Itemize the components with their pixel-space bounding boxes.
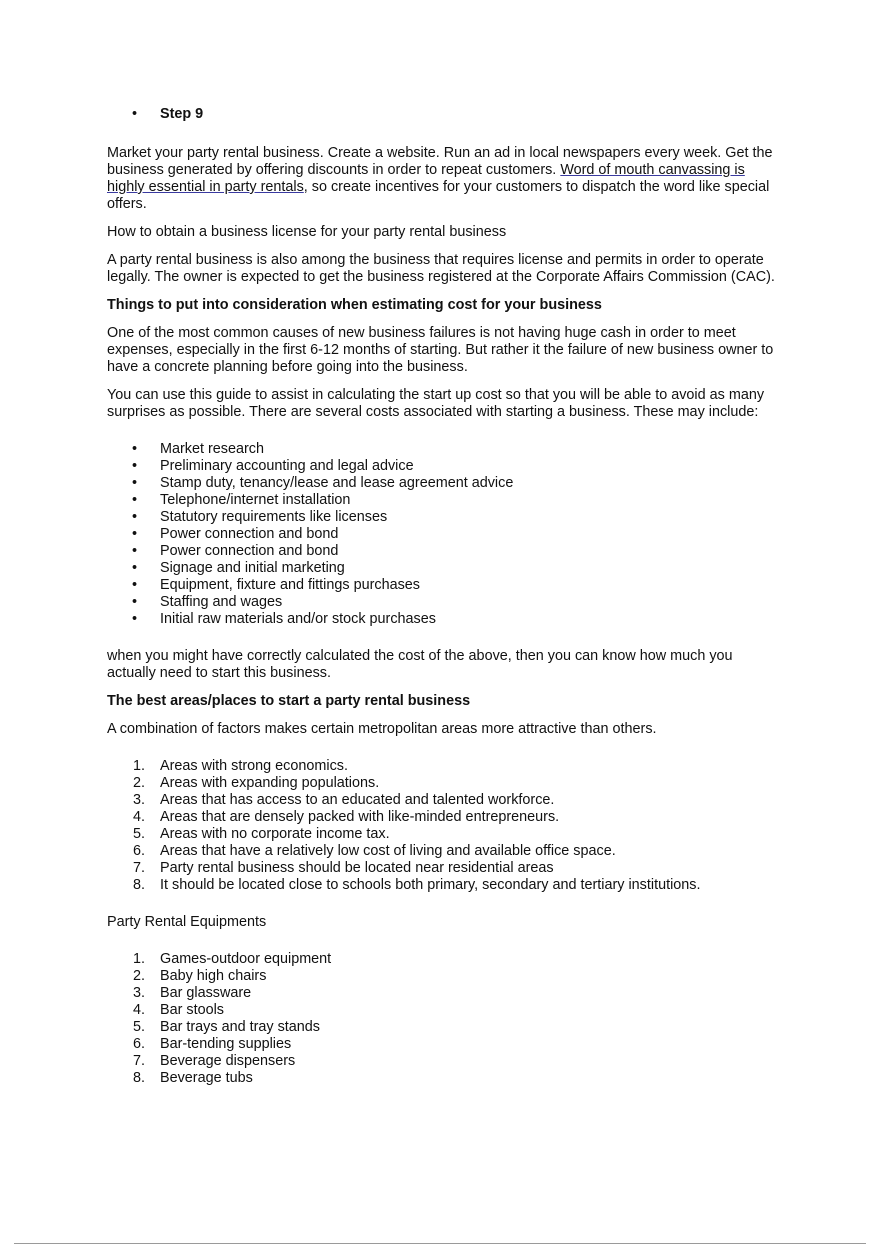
cost-list-item: • Statutory requirements like licenses xyxy=(107,509,775,526)
market-paragraph xyxy=(107,145,775,213)
market-text-after: , so create incentives for your customers to dispatch the word like special offers. xyxy=(107,179,770,212)
list-text: It should be located close to schools both primary, secondary and tertiary institutions. xyxy=(160,877,701,893)
equipment-list-item xyxy=(107,1053,775,1070)
equipment-title: Party Rental Equipments xyxy=(107,914,267,930)
list-text: Baby high chairs xyxy=(160,968,267,984)
cost-paragraph-2: You can use this guide to assist in calculating the start up cost so that you will be able to avoid as many surprises as possible. There are several costs associated with starting a business. These may include: xyxy=(107,387,765,420)
equipment-list-item xyxy=(107,1070,775,1087)
word-of-mouth-highlight: Word of mouth canvassing is highly essential in party rentals xyxy=(107,162,745,195)
cost-list-item: • Equipment, fixture and fittings purchases xyxy=(107,577,775,594)
areas-heading: The best areas/places to start a party rental business xyxy=(107,693,471,709)
equipment-list xyxy=(107,951,775,1087)
cost-list-item: • Telephone/internet installation xyxy=(107,492,775,509)
equipment-list-item xyxy=(107,1019,775,1036)
list-text: Areas with strong economics. xyxy=(160,758,348,774)
areas-list-item xyxy=(107,792,775,809)
document-page xyxy=(107,106,775,1087)
list-number: 3. xyxy=(133,792,146,808)
list-number: 6. xyxy=(133,843,146,859)
list-number: 8. xyxy=(133,1070,146,1086)
list-number: 1. xyxy=(133,758,146,774)
areas-list-item xyxy=(107,758,775,775)
list-text: Games-outdoor equipment xyxy=(160,951,332,967)
cost-conclusion: when you might have correctly calculated the cost of the above, then you can know how much you actually need to start this business. xyxy=(107,648,733,681)
cost-list-item: • Market research xyxy=(107,441,775,458)
list-text: Areas with no corporate income tax. xyxy=(160,826,390,842)
list-text: Bar glassware xyxy=(160,985,252,1001)
list-text: Party rental business should be located near residential areas xyxy=(160,860,554,876)
cost-heading: Things to put into consideration when estimating cost for your business xyxy=(107,297,602,313)
list-number: 8. xyxy=(133,877,146,893)
cost-list-item: • Staffing and wages xyxy=(107,594,775,611)
areas-list-item xyxy=(107,877,775,894)
cost-list-item: • Initial raw materials and/or stock purchases xyxy=(107,611,775,628)
list-number: 2. xyxy=(133,968,146,984)
cost-list-item: • Power connection and bond xyxy=(107,526,775,543)
list-text: Beverage tubs xyxy=(160,1070,253,1086)
step-label: • Step 9 xyxy=(160,106,775,123)
cost-list-item: • Signage and initial marketing xyxy=(107,560,775,577)
footer-rule xyxy=(14,1243,866,1244)
cost-paragraph-1: One of the most common causes of new business failures is not having huge cash in order to meet expenses, especially in the first 6-12 months of starting. But rather it the failure of new business owner to have a concrete planning before going into the business. xyxy=(107,325,774,375)
cost-list-item: • Preliminary accounting and legal advice xyxy=(107,458,775,475)
list-number: 6. xyxy=(133,1036,146,1052)
areas-list-item xyxy=(107,826,775,843)
list-text: Bar stools xyxy=(160,1002,224,1018)
list-number: 4. xyxy=(133,809,146,825)
equipment-list-item xyxy=(107,985,775,1002)
list-number: 7. xyxy=(133,1053,146,1069)
areas-list-item xyxy=(107,809,775,826)
equipment-list-item xyxy=(107,1002,775,1019)
equipment-list-item xyxy=(107,968,775,985)
areas-intro: A combination of factors makes certain metropolitan areas more attractive than others. xyxy=(107,721,657,737)
equipment-list-item xyxy=(107,1036,775,1053)
areas-list-item xyxy=(107,860,775,877)
areas-list xyxy=(107,758,775,894)
cost-list-item: • Power connection and bond xyxy=(107,543,775,560)
list-number: 2. xyxy=(133,775,146,791)
list-number: 5. xyxy=(133,826,146,842)
cost-list xyxy=(107,441,775,628)
list-number: 4. xyxy=(133,1002,146,1018)
list-text: Bar trays and tray stands xyxy=(160,1019,320,1035)
license-paragraph: A party rental business is also among the business that requires license and permits in order to operate legally. The owner is expected to get the business registered at the Corporate Affairs Commission (CAC). xyxy=(107,252,775,285)
list-text: Beverage dispensers xyxy=(160,1053,296,1069)
list-text: Areas with expanding populations. xyxy=(160,775,380,791)
list-number: 7. xyxy=(133,860,146,876)
areas-list-item xyxy=(107,843,775,860)
list-number: 1. xyxy=(133,951,146,967)
license-title: How to obtain a business license for your party rental business xyxy=(107,224,507,240)
market-text-before: Market your party rental business. Create a website. Run an ad in local newspapers every week. Get the business generated by offering discounts in order to repeat customers. xyxy=(107,145,773,178)
list-number: 5. xyxy=(133,1019,146,1035)
list-text: Areas that has access to an educated and talented workforce. xyxy=(160,792,555,808)
list-text: Areas that are densely packed with like-minded entrepreneurs. xyxy=(160,809,560,825)
equipment-list-item xyxy=(107,951,775,968)
list-number: 3. xyxy=(133,985,146,1001)
list-text: Bar-tending supplies xyxy=(160,1036,292,1052)
cost-list-item: • Stamp duty, tenancy/lease and lease agreement advice xyxy=(107,475,775,492)
areas-list-item xyxy=(107,775,775,792)
list-text: Areas that have a relatively low cost of living and available office space. xyxy=(160,843,616,859)
